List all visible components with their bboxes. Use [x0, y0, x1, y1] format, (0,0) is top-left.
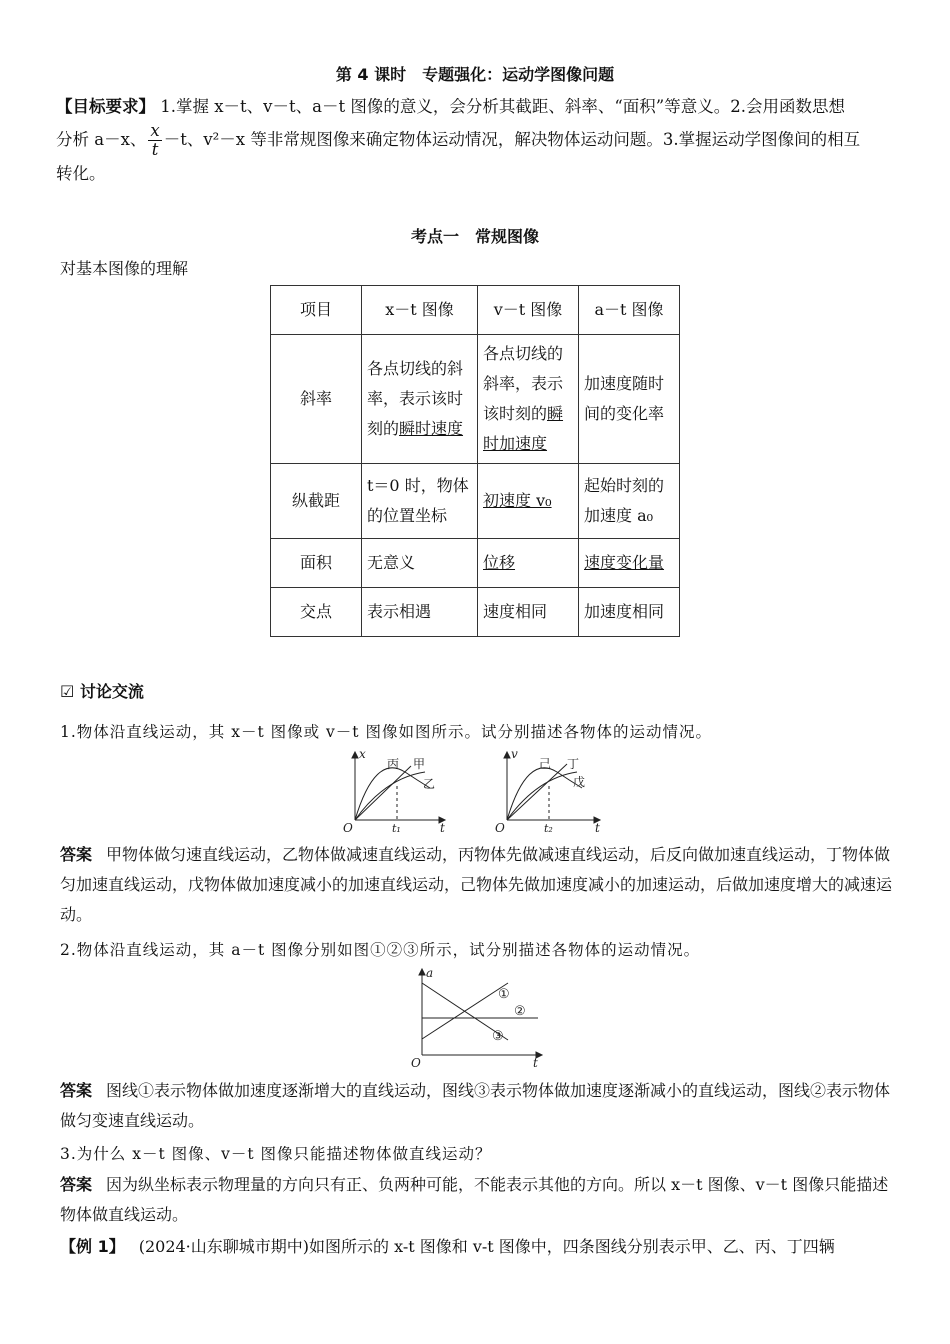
curve-yi — [355, 772, 425, 820]
line-jia — [355, 766, 411, 820]
axis-label-v: v — [511, 748, 518, 761]
axis-label-x: x — [359, 748, 366, 761]
curve-label: 甲 — [413, 757, 426, 771]
line-label: ③ — [492, 1029, 504, 1044]
table-row — [271, 539, 680, 588]
line-ding — [507, 764, 567, 820]
line-label: ② — [514, 1004, 526, 1019]
table-row — [271, 464, 680, 539]
axis-arrow — [504, 752, 510, 758]
table-cell: 初速度 v₀ — [478, 464, 579, 539]
table-cell: 纵截距 — [271, 464, 362, 539]
curve-bing — [355, 768, 430, 820]
goal-paragraph — [56, 92, 896, 189]
example-1 — [60, 1234, 894, 1257]
table-header-cell: a－t 图像 — [579, 286, 680, 335]
goal-text-3: 转化。 — [56, 164, 106, 183]
lesson-title: 第 4 课时 专题强化：运动学图像问题 — [335, 65, 615, 84]
question-2: 2.物体沿直线运动，其 a－t 图像分别如图①②③所示，试分别描述各物体的运动情况。 — [60, 941, 701, 959]
table-row — [271, 335, 680, 464]
table-cell: 起始时刻的加速度 a₀ — [579, 464, 680, 539]
answer-1 — [60, 840, 894, 930]
table-cell: 交点 — [271, 588, 362, 637]
curve-label: 丁 — [567, 757, 580, 771]
answer-tag: 答案 — [60, 1081, 93, 1100]
table-cell: 斜率 — [271, 335, 362, 464]
tick-label-t1: t₁ — [392, 822, 401, 835]
table-cell: 加速度随时间的变化率 — [579, 335, 680, 464]
tick-label-t2: t₂ — [544, 822, 553, 835]
table-cell: 表示相遇 — [362, 588, 478, 637]
answer-3 — [60, 1170, 894, 1230]
axis-label-t: t — [595, 821, 600, 835]
axis-label-t: t — [533, 1056, 538, 1070]
curve-label: 己 — [539, 757, 552, 771]
curve-label: 乙 — [423, 777, 436, 791]
comparison-table — [270, 285, 680, 637]
answer-text: 图线①表示物体做加速度逐渐增大的直线运动，图线③表示物体做加速度逐渐减小的直线运动，图线②表示物体做匀变速直线运动。 — [60, 1081, 891, 1130]
goal-text-2b: －t、v²－x 等非常规图像来确定物体运动情况，解决物体运动问题。3.掌握运动学图像间的相互 — [163, 130, 861, 149]
example-text: (2024·山东聊城市期中)如图所示的 x-t 图像和 v-t 图像中，四条图线分别表示甲、乙、丙、丁四辆 — [138, 1237, 835, 1256]
answer-tag: 答案 — [60, 1175, 93, 1194]
question-1: 1.物体沿直线运动，其 x－t 图像或 v－t 图像如图所示。试分别描述各物体的运动情况。 — [60, 723, 712, 741]
figure-at — [408, 965, 548, 1071]
answer-tag: 答案 — [60, 845, 93, 864]
table-cell: 各点切线的斜率，表示该时刻的瞬时加速度 — [478, 335, 579, 464]
table-header-cell: v－t 图像 — [478, 286, 579, 335]
line-label: ① — [498, 987, 510, 1002]
table-cell: 加速度相同 — [579, 588, 680, 637]
goal-tag: 【目标要求】 — [56, 97, 155, 116]
origin-label: O — [411, 1056, 421, 1070]
goal-text-2a: 分析 a－x、 — [56, 130, 147, 149]
curve-wu — [507, 772, 577, 820]
curve-label: 丙 — [387, 757, 400, 771]
fraction-x-over-t: $\frac{x}{t}$ — [150, 121, 160, 159]
table-cell: 位移 — [478, 539, 579, 588]
axis-label-t: t — [440, 821, 445, 835]
section-title: 考点一 常规图像 — [410, 227, 539, 246]
answer-2 — [60, 1076, 894, 1136]
table-cell: 速度变化量 — [579, 539, 680, 588]
example-tag: 【例 1】 — [60, 1237, 125, 1256]
axis-arrow — [419, 969, 425, 975]
discussion-heading: ☑ 讨论交流 — [60, 682, 144, 701]
table-header-cell: x－t 图像 — [362, 286, 478, 335]
curve-ji — [507, 768, 582, 820]
origin-label: O — [343, 821, 353, 835]
table-cell: 各点切线的斜率，表示该时刻的瞬时速度 — [362, 335, 478, 464]
answer-text: 甲物体做匀速直线运动，乙物体做减速直线运动，丙物体先做减速直线运动，后反向做加速直线运动，丁物体做匀加速直线运动，戊物体做加速度减小的加速直线运动，己物体先做加速度减小的加速运动，后做加速度增大的减速运动。 — [60, 845, 893, 924]
question-3: 3.为什么 x－t 图像、v－t 图像只能描述物体做直线运动？ — [60, 1145, 492, 1163]
vt-graph — [504, 752, 600, 823]
goal-text-1: 1.掌握 x－t、v－t、a－t 图像的意义，会分析其截距、斜率、“面积”等意义。2.会用函数思想 — [155, 97, 845, 116]
table-cell: 面积 — [271, 539, 362, 588]
table-cell: t＝0 时，物体的位置坐标 — [362, 464, 478, 539]
table-cell: 速度相同 — [478, 588, 579, 637]
table-row — [271, 588, 680, 637]
axis-label-a: a — [426, 966, 434, 980]
table-cell: 无意义 — [362, 539, 478, 588]
axis-arrow — [352, 752, 358, 758]
table-header-cell: 项目 — [271, 286, 362, 335]
figure-xt-vt — [335, 748, 625, 836]
curve-label: 戊 — [573, 775, 586, 789]
table-header-row — [271, 286, 680, 335]
origin-label: O — [495, 821, 505, 835]
subheading: 对基本图像的理解 — [60, 259, 189, 278]
answer-text: 因为纵坐标表示物理量的方向只有正、负两种可能，不能表示其他的方向。所以 x－t 图像、v－t 图像只能描述物体做直线运动。 — [60, 1175, 889, 1224]
